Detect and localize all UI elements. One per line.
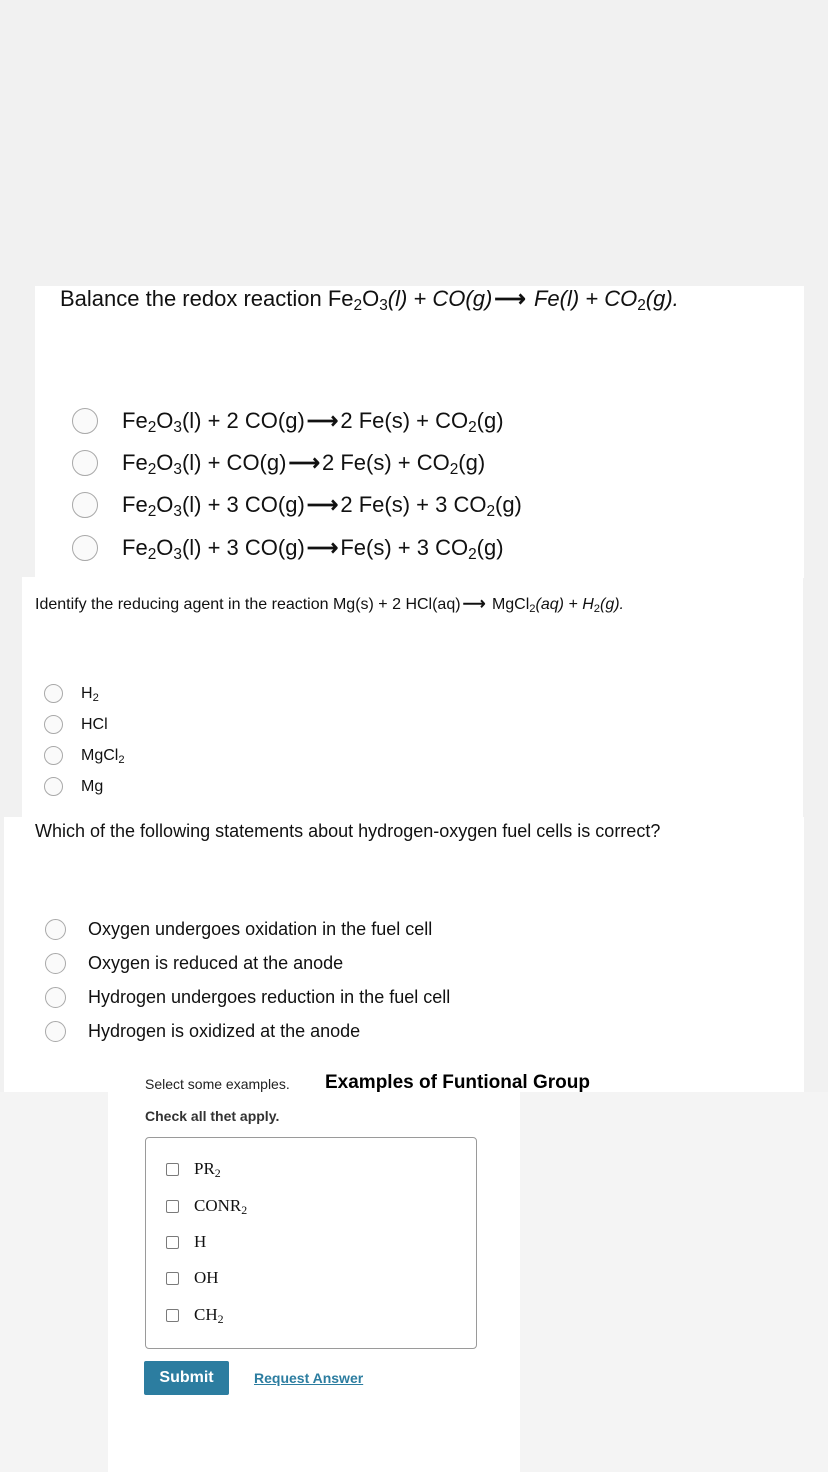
checkbox[interactable] [166,1309,179,1322]
checkbox[interactable] [166,1163,179,1176]
checkbox-label: $CONR_2$ [194,1196,248,1217]
option-label: Oxygen is reduced at the anode [88,953,344,973]
option-2[interactable] [72,450,485,476]
subscript: 2 [637,296,646,314]
question-2-prompt [35,594,624,614]
option-h2[interactable] [44,684,99,703]
option-label: MgCl$_2$ [81,746,125,766]
option-4[interactable] [45,1021,360,1042]
question-3-panel [4,817,804,1092]
option-label: Hydrogen undergoes reduction in the fuel cell [88,987,451,1007]
option-label: $Fe_2O_3(l) + 3$ CO(g)⟶Fe(s) + 3 $CO_2(g)$ [122,535,504,563]
question-2-panel [22,577,803,817]
option-mgcl2[interactable] [44,746,125,765]
prompt-text: MgCl [487,596,530,613]
checkbox-label: $PR_2$ [194,1159,221,1180]
checkbox[interactable] [166,1200,179,1213]
reaction-arrow-icon: ⟶ [494,286,526,311]
reaction-arrow-icon: ⟶ [462,596,486,613]
option-label: HCl [81,715,108,733]
option-label: Oxygen undergoes oxidation in the fuel cell [88,919,433,939]
radio-button[interactable] [72,450,98,476]
option-label: Hydrogen is oxidized at the anode [88,1021,361,1041]
option-mg[interactable] [44,777,103,796]
radio-button[interactable] [45,987,66,1008]
question-title: Examples of Funtional Group [325,1072,590,1093]
subscript: 2 [353,296,363,314]
reaction-arrow-icon: ⟶ [288,450,320,475]
option-1[interactable] [72,408,504,434]
prompt-text: (l) + CO(g) [387,286,493,311]
checkbox-label: $CH_2$ [194,1305,224,1326]
checkbox[interactable] [166,1272,179,1285]
subscript: 2 [529,602,536,615]
reaction-arrow-icon: ⟶ [306,535,339,560]
radio-button[interactable] [72,492,98,518]
radio-button[interactable] [44,746,63,765]
question-3-prompt: Which of the following statements about hydrogen-oxygen fuel cells is correct? [35,821,661,841]
checkbox-item-conr2[interactable] [166,1196,247,1216]
prompt-text: Fe(l) + CO [527,286,638,311]
checkbox[interactable] [166,1236,179,1249]
option-3[interactable] [72,492,522,518]
option-label: $H_2$ [81,684,99,704]
checkbox-item-h[interactable] [166,1232,206,1252]
check-all-instruction: Check all thet apply. [145,1108,280,1124]
option-label: Mg [81,777,104,795]
select-label: Select some examples. [145,1076,290,1092]
option-hcl[interactable] [44,715,108,734]
checkbox-item-oh[interactable] [166,1268,219,1288]
prompt-text: Identify the reducing agent in the reaction Mg(s) + 2 HCl(aq) [35,596,461,613]
prompt-text: (g). [645,286,679,311]
radio-button[interactable] [44,715,63,734]
radio-button[interactable] [44,684,63,703]
question-1-panel [35,286,804,578]
option-label: $Fe_2O_3(l) + 2$ CO(g)⟶2 $Fe(s) + CO_2(g)$ [122,408,504,436]
option-3[interactable] [45,987,450,1008]
subscript: 2 [593,602,600,615]
checkbox-label: OH [194,1268,219,1287]
radio-button[interactable] [72,535,98,561]
radio-button[interactable] [72,408,98,434]
radio-button[interactable] [45,1021,66,1042]
prompt-text: Fe [327,286,354,311]
option-label: $Fe_2O_3(l) + 3$ CO(g)⟶2 Fe(s) + 3 $CO_2(g)$ [122,492,522,520]
checkbox-item-pr2[interactable] [166,1159,221,1179]
radio-button[interactable] [45,919,66,940]
option-2[interactable] [45,953,343,974]
checkbox-label: H [194,1232,207,1251]
submit-button[interactable]: Submit [144,1361,229,1395]
subscript: 3 [379,296,388,314]
question-4-panel [108,1070,590,1472]
request-answer-link[interactable]: Request Answer [254,1370,364,1386]
prompt-text: (g). [600,596,624,613]
reaction-arrow-icon: ⟶ [306,492,339,517]
question-1-prompt [60,286,679,312]
checkbox-item-ch2[interactable] [166,1305,224,1325]
option-1[interactable] [45,919,432,940]
prompt-text: O [362,286,380,311]
reaction-arrow-icon: ⟶ [306,408,339,433]
prompt-text: (aq) + H [535,596,594,613]
prompt-text: Balance the redox reaction [60,286,328,311]
radio-button[interactable] [45,953,66,974]
radio-button[interactable] [44,777,63,796]
option-label: $Fe_2O_3(l)$ + CO(g)⟶2 $Fe(s) + CO_2(g)$ [122,450,486,478]
option-4[interactable] [72,535,504,561]
checkbox-list [145,1137,477,1349]
